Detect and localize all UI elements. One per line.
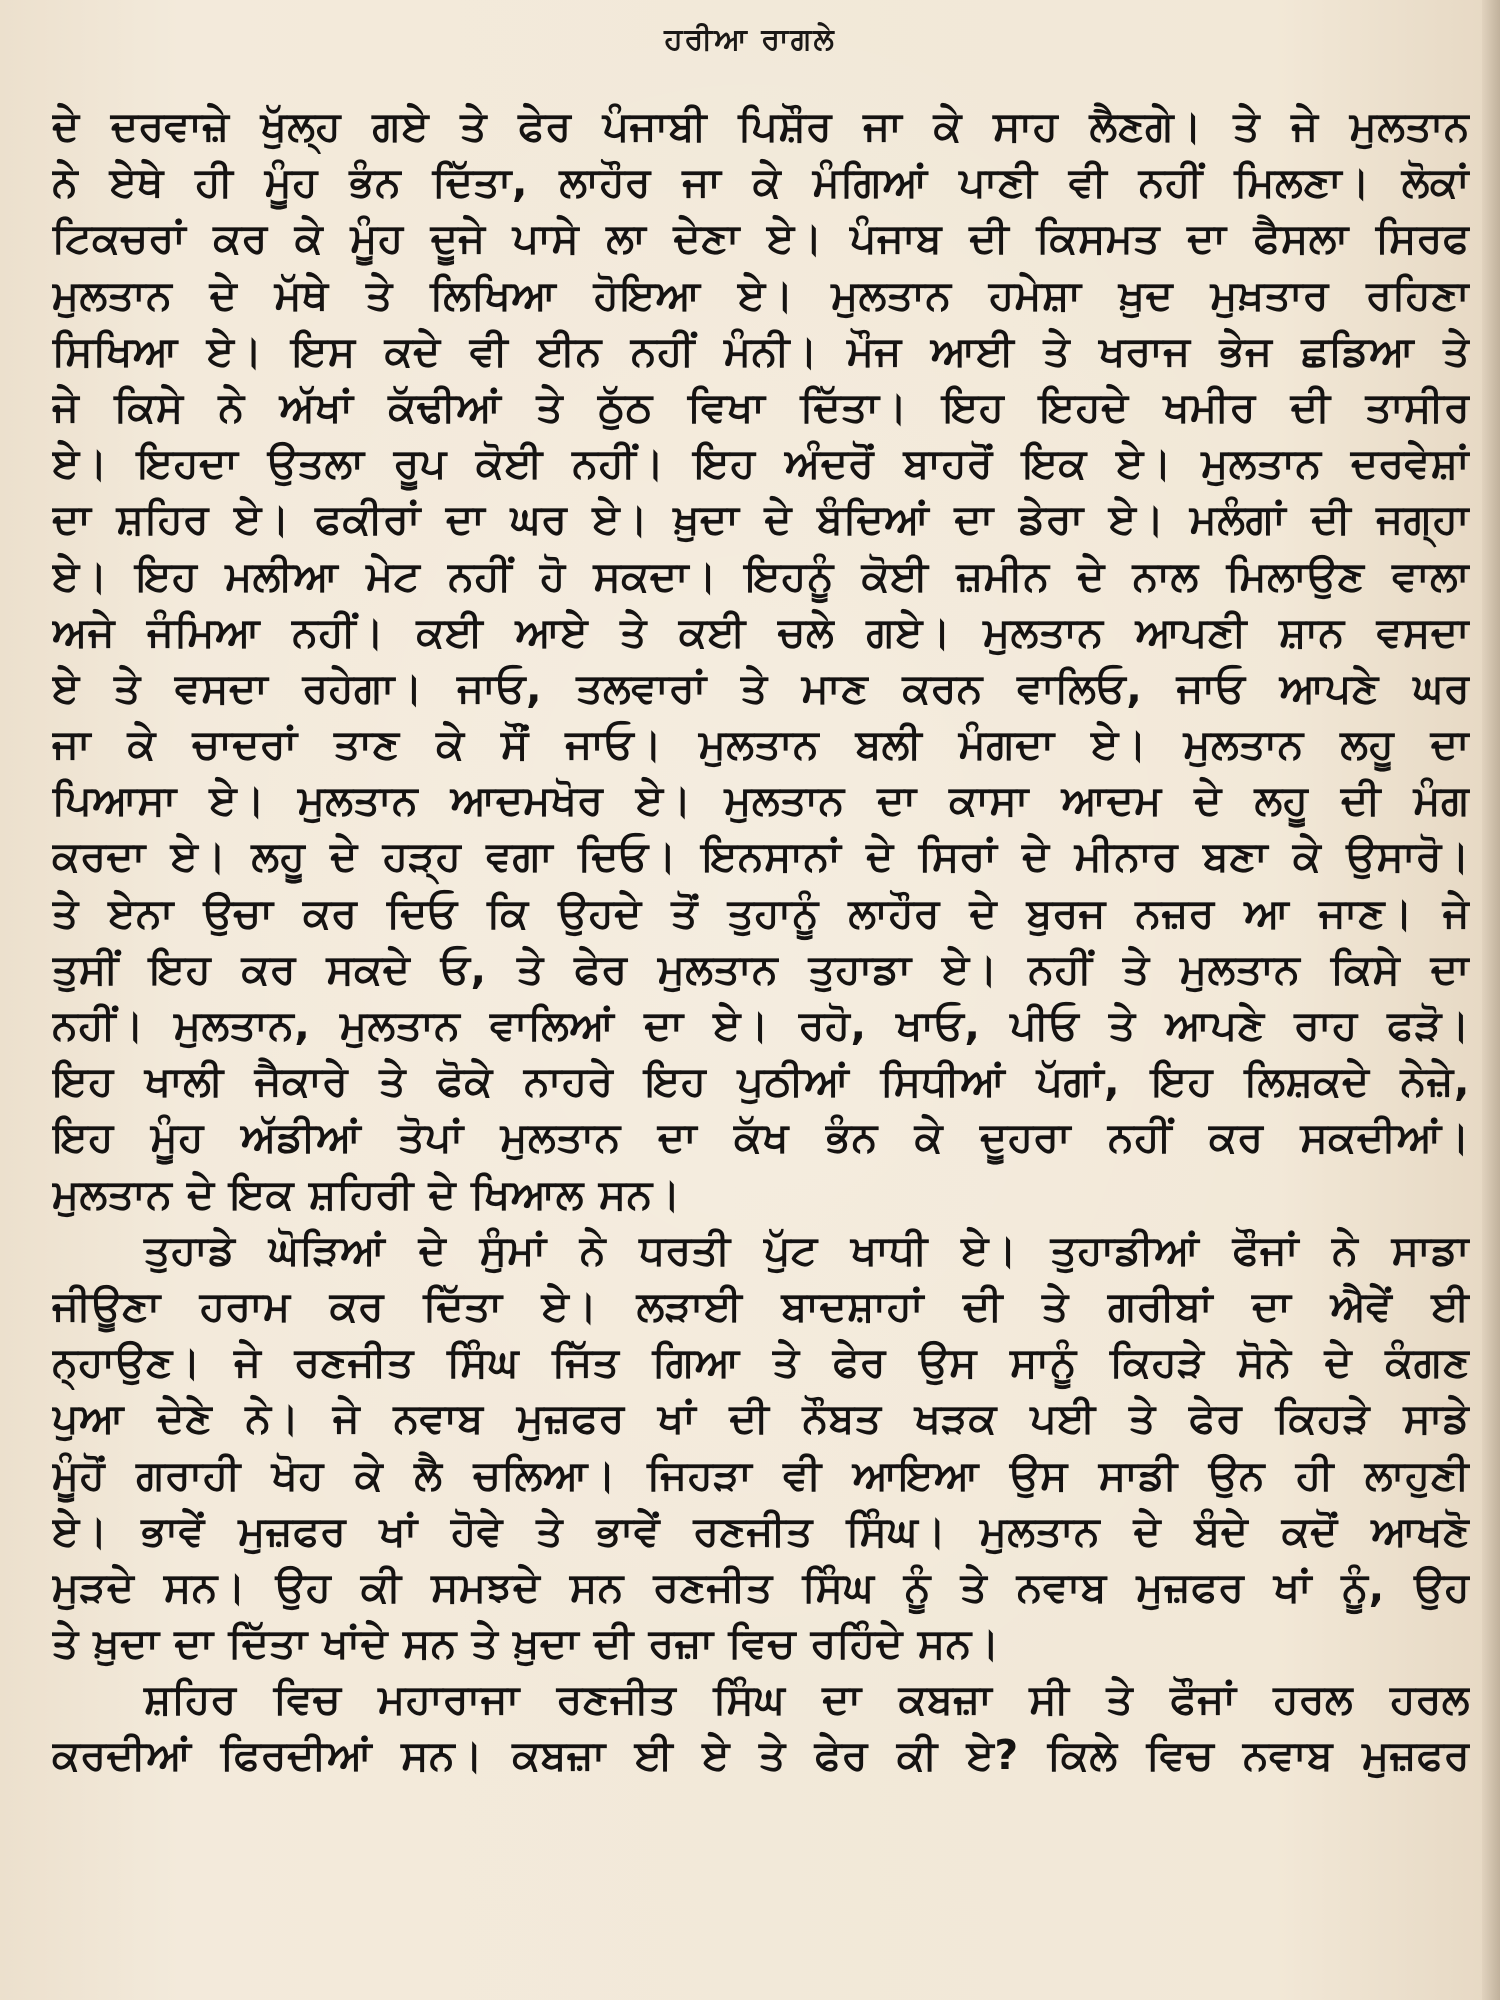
text-line: ਨ੍ਹਾਉਣ। ਜੇ ਰਣਜੀਤ ਸਿੰਘ ਜਿੱਤ ਗਿਆ ਤੇ ਫੇਰ ਉਸ ਸਾਨੂੰ ਕਿਹੜੇ ਸੋਨੇ ਦੇ ਕੰਗਣ [52, 1338, 1470, 1387]
text-line: ਜਾ ਕੇ ਚਾਦਰਾਂ ਤਾਣ ਕੇ ਸੌਂ ਜਾਓ। ਮੁਲਤਾਨ ਬਲੀ ਮੰਗਦਾ ਏ। ਮੁਲਤਾਨ ਲਹੂ ਦਾ [52, 720, 1470, 769]
text-line: ਇਹ ਖਾਲੀ ਜੈਕਾਰੇ ਤੇ ਫੋਕੇ ਨਾਹਰੇ ਇਹ ਪੁਠੀਆਂ ਸਿਧੀਆਂ ਪੱਗਾਂ, ਇਹ ਲਿਸ਼ਕਦੇ ਨੇਜ਼ੇ, [52, 1057, 1470, 1106]
text-line: ਜੇ ਕਿਸੇ ਨੇ ਅੱਖਾਂ ਕੱਢੀਆਂ ਤੇ ਠੁੱਠ ਵਿਖਾ ਦਿੱਤਾ। ਇਹ ਇਹਦੇ ਖਮੀਰ ਦੀ ਤਾਸੀਰ [52, 382, 1470, 431]
text-line: ਏ ਤੇ ਵਸਦਾ ਰਹੇਗਾ। ਜਾਓ, ਤਲਵਾਰਾਂ ਤੇ ਮਾਣ ਕਰਨ ਵਾਲਿਓ, ਜਾਓ ਆਪਣੇ ਘਰ [52, 663, 1470, 712]
text-line: ਨਹੀਂ। ਮੁਲਤਾਨ, ਮੁਲਤਾਨ ਵਾਲਿਆਂ ਦਾ ਏ। ਰਹੋ, ਖਾਓ, ਪੀਓ ਤੇ ਆਪਣੇ ਰਾਹ ਫੜੋ। [52, 1001, 1470, 1049]
text-line: ਜੀਊਣਾ ਹਰਾਮ ਕਰ ਦਿੱਤਾ ਏ। ਲੜਾਈ ਬਾਦਸ਼ਾਹਾਂ ਦੀ ਤੇ ਗਰੀਬਾਂ ਦਾ ਐਵੇਂ ਈ [52, 1281, 1470, 1330]
text-line: ਮੂੰਹੋਂ ਗਰਾਹੀ ਖੋਹ ਕੇ ਲੈ ਚਲਿਆ। ਜਿਹੜਾ ਵੀ ਆਇਆ ਉਸ ਸਾਡੀ ਉਨ ਹੀ ਲਾਹੁਣੀ [52, 1450, 1470, 1499]
text-line: ਦਾ ਸ਼ਹਿਰ ਏ। ਫਕੀਰਾਂ ਦਾ ਘਰ ਏ। ਖ਼ੁਦਾ ਦੇ ਬੰਦਿਆਂ ਦਾ ਡੇਰਾ ਏ। ਮਲੰਗਾਂ ਦੀ ਜਗ੍ਹਾ [52, 495, 1470, 544]
text-line: ਕਰਦੀਆਂ ਫਿਰਦੀਆਂ ਸਨ। ਕਬਜ਼ਾ ਈ ਏ ਤੇ ਫੇਰ ਕੀ ਏ? ਕਿਲੇ ਵਿਚ ਨਵਾਬ ਮੁਜ਼ਫਰ [52, 1731, 1470, 1780]
page-gutter-shadow [1482, 0, 1500, 2000]
running-head: ਹਰੀਆ ਰਾਗਲੇ [664, 22, 836, 57]
text-line: ਤੇ ਖ਼ੁਦਾ ਦਾ ਦਿੱਤਾ ਖਾਂਦੇ ਸਨ ਤੇ ਖ਼ੁਦਾ ਦੀ ਰਜ਼ਾ ਵਿਚ ਰਹਿੰਦੇ ਸਨ। [52, 1619, 1000, 1668]
text-line: ਕਰਦਾ ਏ। ਲਹੂ ਦੇ ਹੜ੍ਹ ਵਗਾ ਦਿਓ। ਇਨਸਾਨਾਂ ਦੇ ਸਿਰਾਂ ਦੇ ਮੀਨਾਰ ਬਣਾ ਕੇ ਉਸਾਰੋ। [52, 832, 1470, 881]
text-line: ਤੁਸੀਂ ਇਹ ਕਰ ਸਕਦੇ ਓ, ਤੇ ਫੇਰ ਮੁਲਤਾਨ ਤੁਹਾਡਾ ਏ। ਨਹੀਂ ਤੇ ਮੁਲਤਾਨ ਕਿਸੇ ਦਾ [52, 944, 1470, 993]
text-line: ਪੁਆ ਦੇਣੇ ਨੇ। ਜੇ ਨਵਾਬ ਮੁਜ਼ਫਰ ਖਾਂ ਦੀ ਨੌਬਤ ਖੜਕ ਪਈ ਤੇ ਫੇਰ ਕਿਹੜੇ ਸਾਡੇ [52, 1394, 1470, 1443]
text-line: ਨੇ ਏਥੇ ਹੀ ਮੂੰਹ ਭੰਨ ਦਿੱਤਾ, ਲਾਹੌਰ ਜਾ ਕੇ ਮੰਗਿਆਂ ਪਾਣੀ ਵੀ ਨਹੀਂ ਮਿਲਣਾ। ਲੋਕਾਂ [52, 158, 1470, 207]
text-line: ਸ਼ਹਿਰ ਵਿਚ ਮਹਾਰਾਜਾ ਰਣਜੀਤ ਸਿੰਘ ਦਾ ਕਬਜ਼ਾ ਸੀ ਤੇ ਫੌਜਾਂ ਹਰਲ ਹਰਲ [144, 1675, 1470, 1724]
text-line: ਤੇ ਏਨਾ ਉਚਾ ਕਰ ਦਿਓ ਕਿ ਉਹਦੇ ਤੋਂ ਤੁਹਾਨੂੰ ਲਾਹੌਰ ਦੇ ਬੁਰਜ ਨਜ਼ਰ ਆ ਜਾਣ। ਜੇ [52, 888, 1470, 937]
text-line: ਏ। ਇਹਦਾ ਉਤਲਾ ਰੂਪ ਕੋਈ ਨਹੀਂ। ਇਹ ਅੰਦਰੋਂ ਬਾਹਰੋਂ ਇਕ ਏ। ਮੁਲਤਾਨ ਦਰਵੇਸ਼ਾਂ [52, 439, 1470, 488]
text-line: ਮੁਲਤਾਨ ਦੇ ਇਕ ਸ਼ਹਿਰੀ ਦੇ ਖਿਆਲ ਸਨ। [52, 1169, 681, 1218]
text-line: ਏ। ਭਾਵੇਂ ਮੁਜ਼ਫਰ ਖਾਂ ਹੋਵੇ ਤੇ ਭਾਵੇਂ ਰਣਜੀਤ ਸਿੰਘ। ਮੁਲਤਾਨ ਦੇ ਬੰਦੇ ਕਦੋਂ ਆਖਣੋ [52, 1506, 1470, 1555]
text-line: ਤੁਹਾਡੇ ਘੋੜਿਆਂ ਦੇ ਸੁੰਮਾਂ ਨੇ ਧਰਤੀ ਪੁੱਟ ਖਾਧੀ ਏ। ਤੁਹਾਡੀਆਂ ਫੌਜਾਂ ਨੇ ਸਾਡਾ [144, 1225, 1470, 1274]
text-line: ਮੁਲਤਾਨ ਦੇ ਮੱਥੇ ਤੇ ਲਿਖਿਆ ਹੋਇਆ ਏ। ਮੁਲਤਾਨ ਹਮੇਸ਼ਾ ਖ਼ੁਦ ਮੁਖ਼ਤਾਰ ਰਹਿਣਾ [52, 270, 1470, 319]
text-line: ਦੇ ਦਰਵਾਜ਼ੇ ਖੁੱਲ੍ਹ ਗਏ ਤੇ ਫੇਰ ਪੰਜਾਬੀ ਪਿਸ਼ੌਰ ਜਾ ਕੇ ਸਾਹ ਲੈਣਗੇ। ਤੇ ਜੇ ਮੁਲਤਾਨ [52, 102, 1470, 150]
text-line: ਏ। ਇਹ ਮਲੀਆ ਮੇਟ ਨਹੀਂ ਹੋ ਸਕਦਾ। ਇਹਨੂੰ ਕੋਈ ਜ਼ਮੀਨ ਦੇ ਨਾਲ ਮਿਲਾਉਣ ਵਾਲਾ [52, 551, 1470, 600]
body-text [52, 98, 1470, 1784]
text-line: ਸਿਖਿਆ ਏ। ਇਸ ਕਦੇ ਵੀ ਈਨ ਨਹੀਂ ਮੰਨੀ। ਮੌਜ ਆਈ ਤੇ ਖਰਾਜ ਭੇਜ ਛਡਿਆ ਤੇ [52, 326, 1470, 375]
text-line: ਮੁੜਦੇ ਸਨ। ਉਹ ਕੀ ਸਮਝਦੇ ਸਨ ਰਣਜੀਤ ਸਿੰਘ ਨੂੰ ਤੇ ਨਵਾਬ ਮੁਜ਼ਫਰ ਖਾਂ ਨੂੰ, ਉਹ [52, 1562, 1470, 1611]
text-line: ਟਿਕਚਰਾਂ ਕਰ ਕੇ ਮੂੰਹ ਦੂਜੇ ਪਾਸੇ ਲਾ ਦੇਣਾ ਏ। ਪੰਜਾਬ ਦੀ ਕਿਸਮਤ ਦਾ ਫੈਸਲਾ ਸਿਰਫ [52, 214, 1470, 263]
text-line: ਇਹ ਮੂੰਹ ਅੱਡੀਆਂ ਤੋਪਾਂ ਮੁਲਤਾਨ ਦਾ ਕੱਖ ਭੰਨ ਕੇ ਦੂਹਰਾ ਨਹੀਂ ਕਰ ਸਕਦੀਆਂ। [52, 1113, 1470, 1162]
text-line: ਪਿਆਸਾ ਏ। ਮੁਲਤਾਨ ਆਦਮਖੋਰ ਏ। ਮੁਲਤਾਨ ਦਾ ਕਾਸਾ ਆਦਮ ਦੇ ਲਹੂ ਦੀ ਮੰਗ [52, 776, 1470, 825]
text-line: ਅਜੇ ਜੰਮਿਆ ਨਹੀਂ। ਕਈ ਆਏ ਤੇ ਕਈ ਚਲੇ ਗਏ। ਮੁਲਤਾਨ ਆਪਣੀ ਸ਼ਾਨ ਵਸਦਾ [52, 607, 1470, 656]
